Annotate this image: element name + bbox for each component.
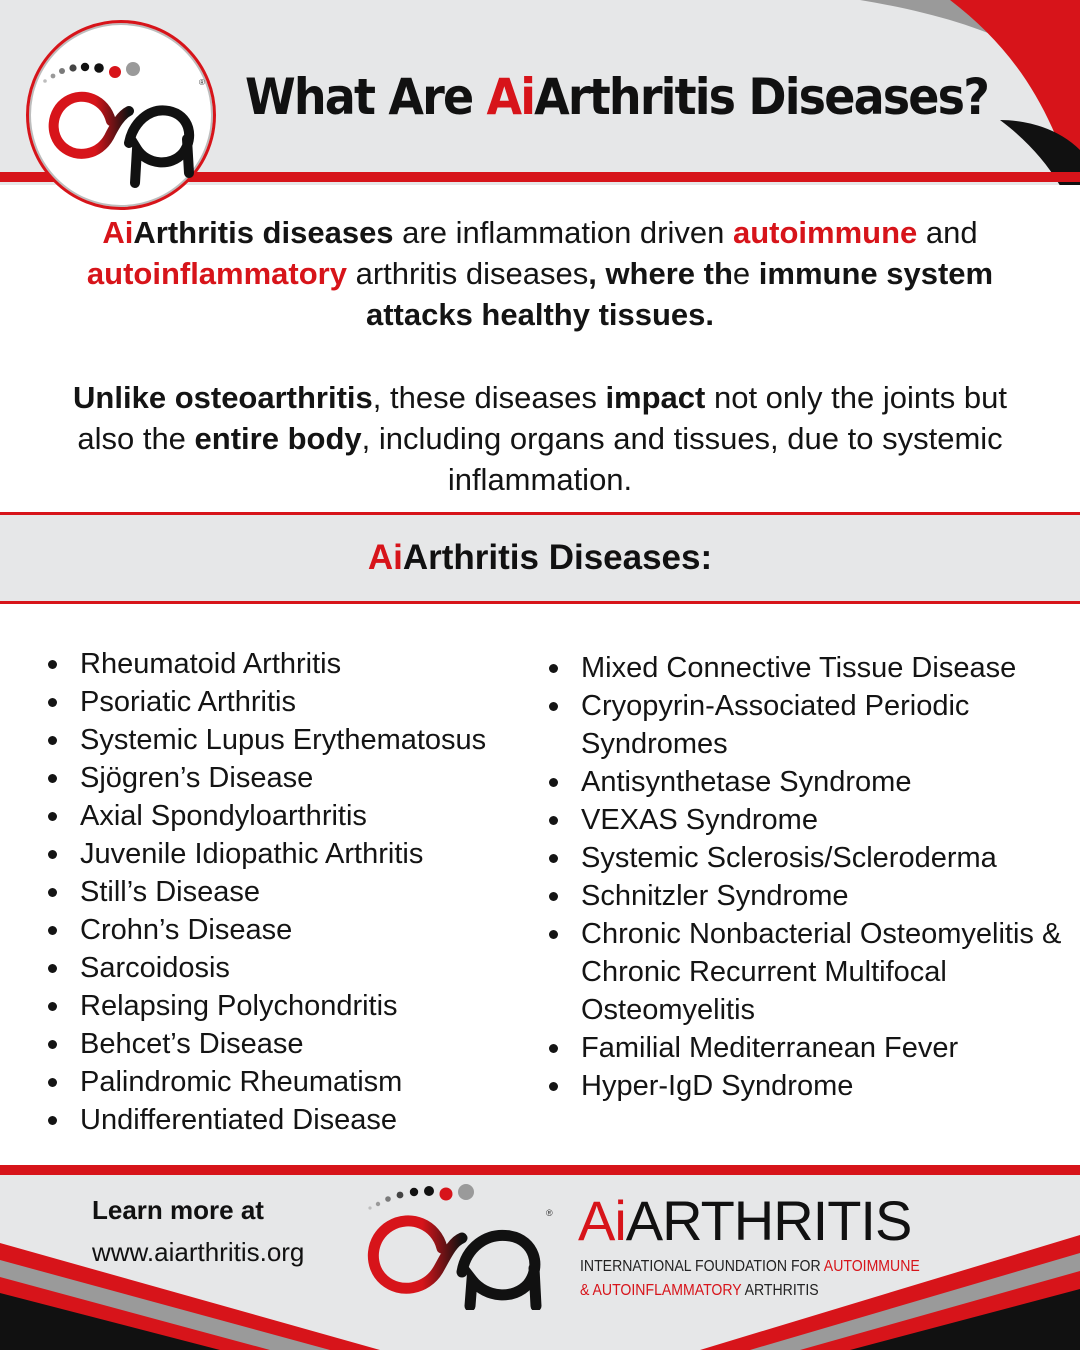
- website-link[interactable]: www.aiarthritis.org: [92, 1237, 305, 1267]
- list-item: Relapsing Polychondritis: [48, 987, 528, 1025]
- section-title: AiArthritis Diseases:: [367, 538, 713, 577]
- list-item: Axial Spondyloarthritis: [48, 797, 528, 835]
- registered-mark: ®: [546, 1208, 553, 1218]
- disease-list-right: [549, 649, 1069, 1105]
- list-item: Juvenile Idiopathic Arthritis: [48, 835, 528, 873]
- brand-tagline-line1: INTERNATIONAL FOUNDATION FOR AUTOIMMUNE: [580, 1258, 920, 1275]
- list-item: Chronic Nonbacterial Osteomyelitis & Chronic Recurrent Multifocal Osteomyelitis: [549, 915, 1069, 1029]
- list-item: Still’s Disease: [48, 873, 528, 911]
- list-item: VEXAS Syndrome: [549, 801, 1069, 839]
- aiarthritis-logo: [26, 20, 216, 210]
- list-item: Sjögren’s Disease: [48, 759, 528, 797]
- list-item: Schnitzler Syndrome: [549, 877, 1069, 915]
- aiarthritis-logo-icon: [29, 23, 213, 207]
- list-item: Sarcoidosis: [48, 949, 528, 987]
- list-item: Palindromic Rheumatism: [48, 1063, 528, 1101]
- list-item: Systemic Sclerosis/Scleroderma: [549, 839, 1069, 877]
- list-item: Mixed Connective Tissue Disease: [549, 649, 1069, 687]
- list-item: Rheumatoid Arthritis: [48, 645, 528, 683]
- list-item: Crohn’s Disease: [48, 911, 528, 949]
- svg-text:®: ®: [199, 78, 205, 87]
- intro-paragraph-2: Unlike osteoarthritis, these diseases impact not only the joints but also the entire body, including organs and tissues, due to systemic inflammation.: [73, 380, 1007, 497]
- list-item: Familial Mediterranean Fever: [549, 1029, 1069, 1067]
- learn-more-label: Learn more at: [92, 1195, 264, 1225]
- page-title: What Are AiArthritis Diseases?: [245, 68, 989, 126]
- list-item: Antisynthetase Syndrome: [549, 763, 1069, 801]
- brand-tagline-line2: & AUTOINFLAMMATORY ARTHRITIS: [580, 1282, 819, 1299]
- list-item: Undifferentiated Disease: [48, 1101, 528, 1139]
- intro-paragraph-1: AiArthritis diseases are inflammation driven autoimmune and autoinflammatory arthritis diseases, where the immune system attacks healthy tissues.: [86, 215, 994, 332]
- list-item: Cryopyrin-Associated Periodic Syndromes: [549, 687, 1069, 763]
- disease-list-left: [48, 645, 528, 1139]
- list-item: Behcet’s Disease: [48, 1025, 528, 1063]
- list-item: Hyper-IgD Syndrome: [549, 1067, 1069, 1105]
- list-item: Psoriatic Arthritis: [48, 683, 528, 721]
- footer-logo-icon: [362, 1180, 562, 1310]
- brand-name: AiARTHRITIS: [578, 1189, 912, 1252]
- list-item: Systemic Lupus Erythematosus: [48, 721, 528, 759]
- section-divider-bottom: [0, 601, 1080, 604]
